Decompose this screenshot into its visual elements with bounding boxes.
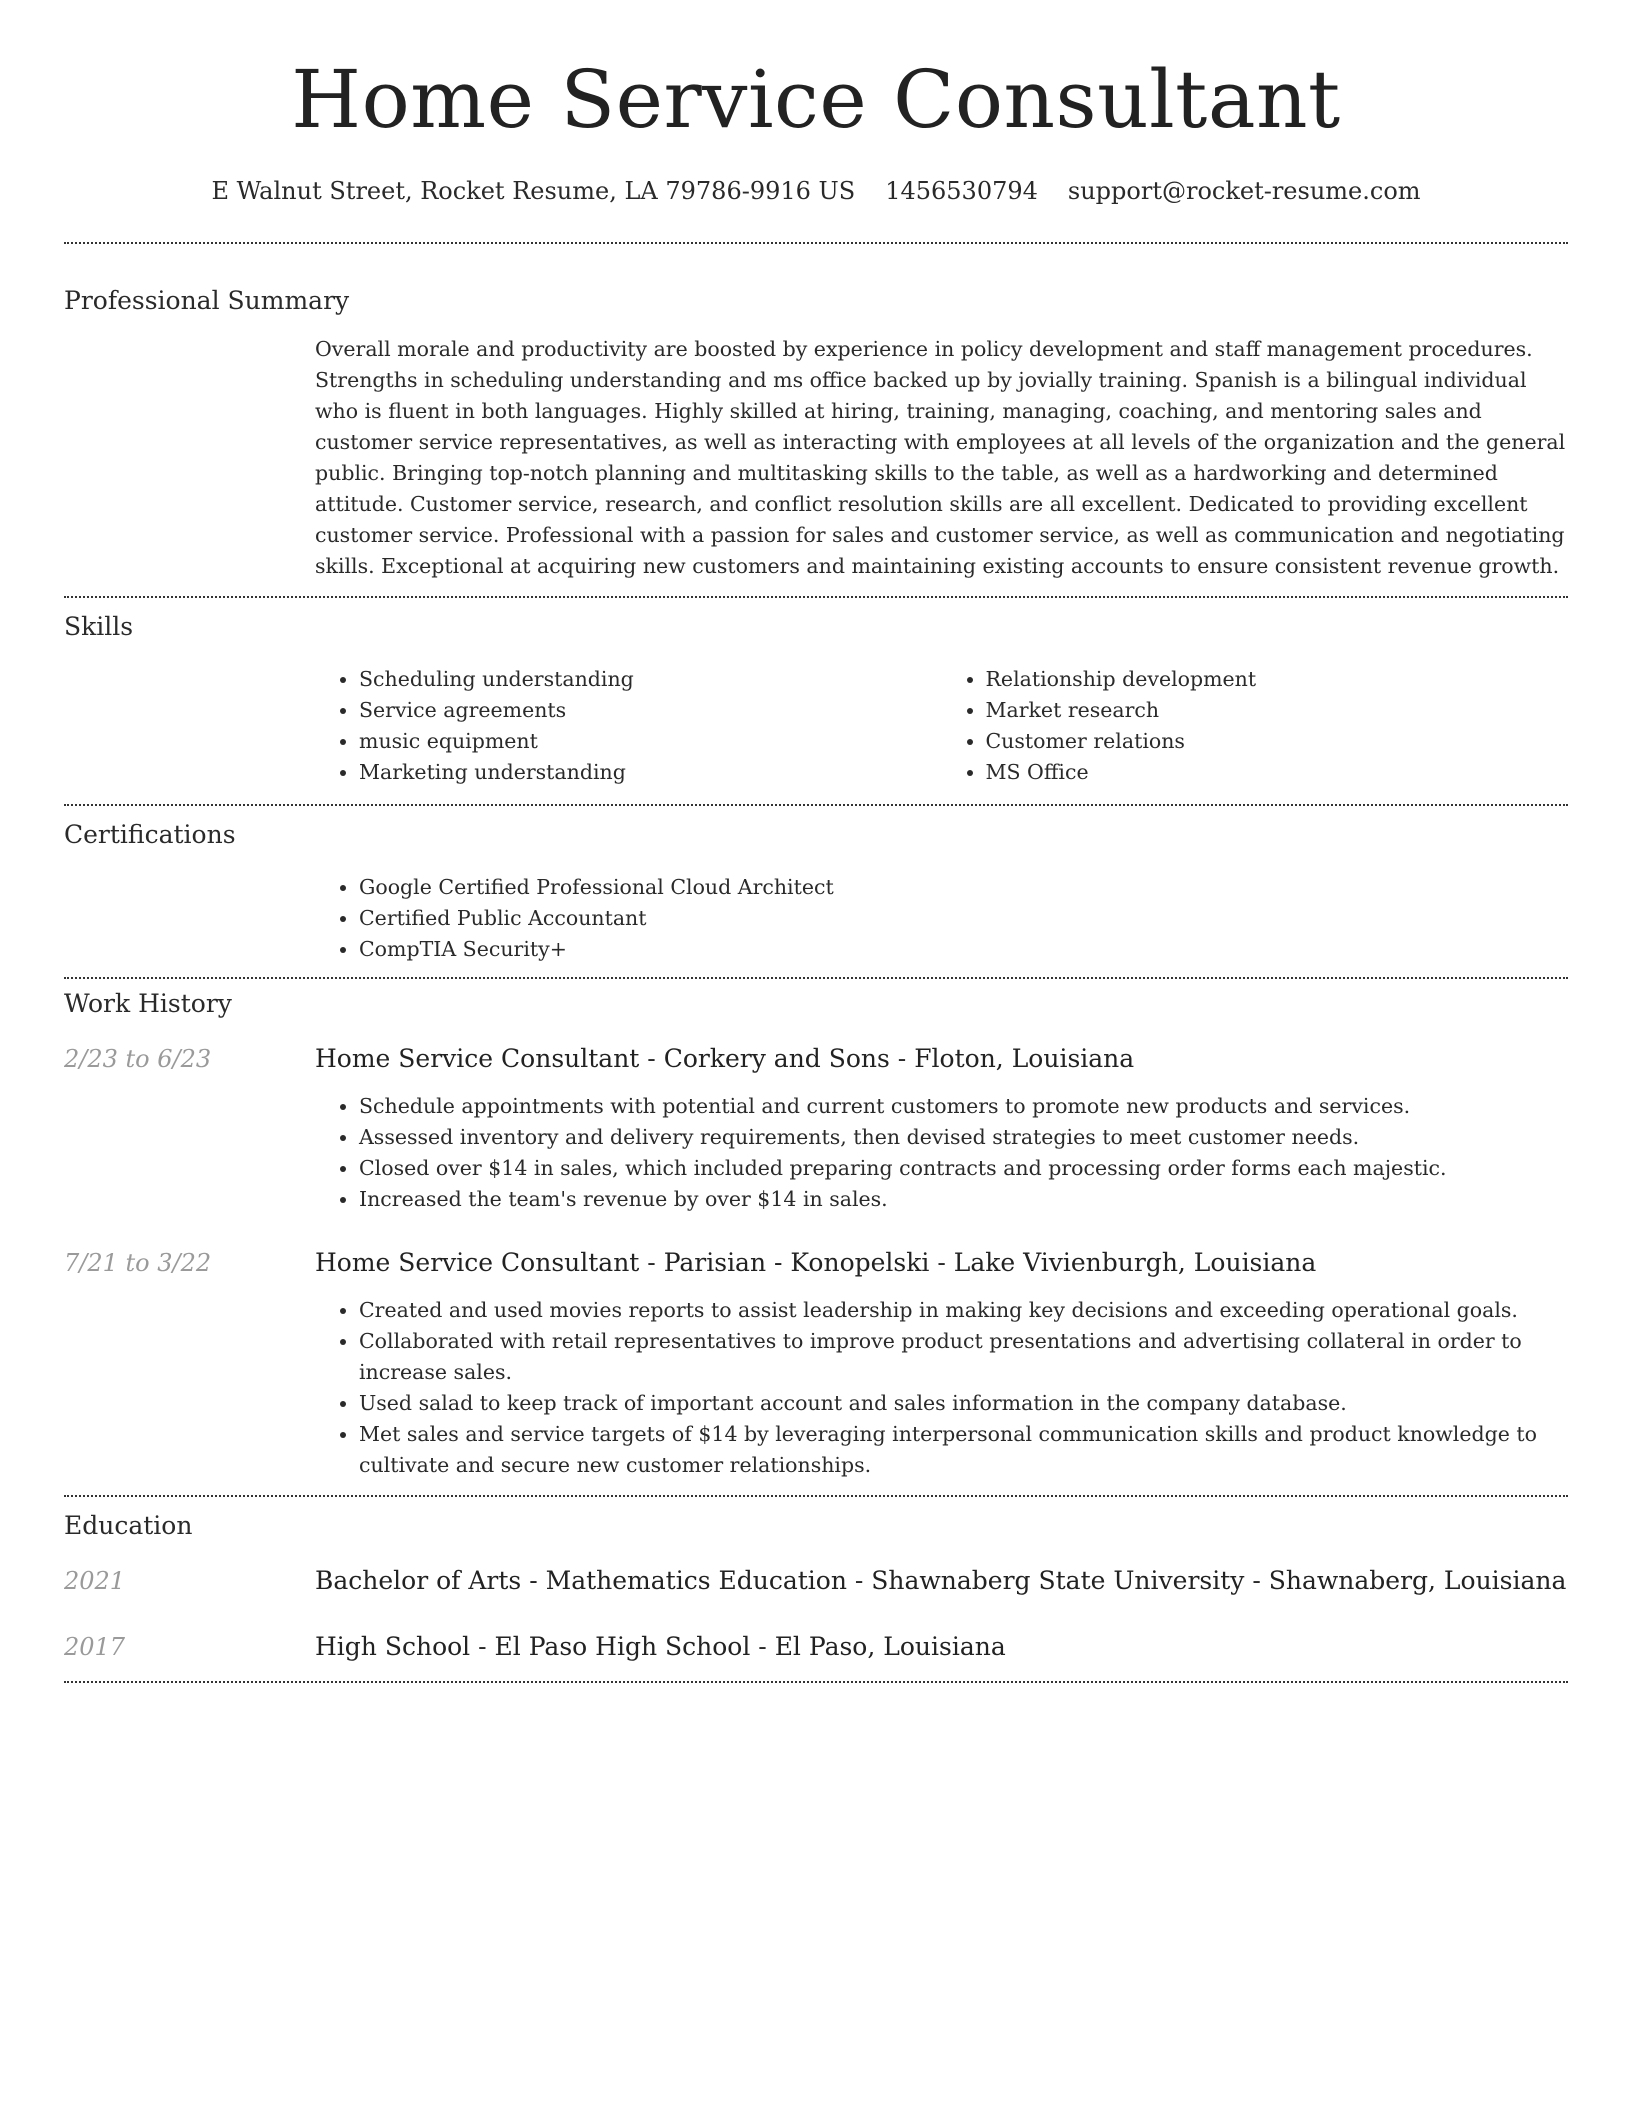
skill-item: • Service agreements — [359, 695, 942, 726]
education-entry — [64, 1599, 1568, 1681]
education-school: El Paso High School — [494, 1632, 751, 1661]
job-bullet: • Met sales and service targets of $14 by leveraging interpersonal communication skills and product knowledge to cultivate and secure new customer relationships. — [359, 1419, 1568, 1481]
contact-address: E Walnut Street, Rocket Resume, LA 79786-9916 US — [211, 177, 856, 205]
summary-text: Overall morale and productivity are boosted by experience in policy development and staff management procedures. Strengths in scheduling understanding and ms office backed up by jovially training. Spanish is a bilingual individual who is fluent in both languages. Highly skilled at hiring, training, managing, coaching, and mentoring sales and customer service representatives, as well as interacting with employees at all levels of the organization and the general public. Bringing top-notch planning and multitasking skills to the table, as well as a hardworking and determined attitude. Customer service, research, and conflict resolution skills are all excellent. Dedicated to providing excellent customer service. Professional with a passion for sales and customer service, as well as communication and negotiating skills. Exceptional at acquiring new customers and maintaining existing accounts to ensure consistent revenue growth. — [315, 337, 1566, 578]
certifications-section — [64, 806, 1568, 977]
certification-item: • CompTIA Security+ — [359, 934, 1568, 965]
contact-phone: 1456530794 — [885, 177, 1038, 205]
skills-column-left — [315, 664, 942, 788]
skill-item: • Scheduling understanding — [359, 664, 942, 695]
job-dates: 7/21 to 3/22 — [64, 1249, 212, 1277]
skill-item: • Relationship development — [986, 664, 1569, 695]
education-title: High School - El Paso High School - El Paso, Louisiana — [315, 1632, 1006, 1661]
skill-item: • Customer relations — [986, 726, 1569, 757]
education-location: El Paso, Louisiana — [774, 1632, 1006, 1661]
skill-item: • MS Office — [986, 757, 1569, 788]
skill-item: • music equipment — [359, 726, 942, 757]
job-bullet: • Assessed inventory and delivery requirements, then devised strategies to meet customer needs. — [359, 1122, 1568, 1153]
education-section — [64, 1497, 1568, 1681]
certifications-list — [315, 852, 1568, 977]
education-location: Shawnaberg, Louisiana — [1268, 1566, 1567, 1595]
job-location: Lake Vivienburgh, Louisiana — [953, 1248, 1317, 1277]
skills-heading: Skills — [64, 612, 134, 641]
job-company: Parisian - Konopelski — [663, 1248, 930, 1277]
job-bullet: • Collaborated with retail representatives to improve product presentations and advertising collateral in order to increase sales. — [359, 1326, 1568, 1388]
skills-column-right — [942, 664, 1569, 788]
certification-item: • Google Certified Professional Cloud Architect — [359, 872, 1568, 903]
job-title: Home Service Consultant - Corkery and Sons - Floton, Louisiana — [315, 1044, 1135, 1073]
skill-item: • Market research — [986, 695, 1569, 726]
education-year: 2017 — [64, 1633, 126, 1661]
education-heading: Education — [64, 1511, 193, 1540]
job-entry — [64, 1215, 1568, 1495]
certification-item: • Certified Public Accountant — [359, 903, 1568, 934]
job-bullet: • Closed over $14 in sales, which included preparing contracts and processing order forms each majestic. — [359, 1153, 1568, 1184]
job-bullet: • Increased the team's revenue by over $14 in sales. — [359, 1184, 1568, 1215]
job-bullet: • Schedule appointments with potential and current customers to promote new products and services. — [359, 1091, 1568, 1122]
education-entry — [64, 1543, 1568, 1599]
contact-info — [64, 174, 1568, 208]
job-role: Home Service Consultant — [315, 1044, 640, 1073]
education-school: Shawnaberg State University — [871, 1566, 1245, 1595]
job-company: Corkery and Sons — [663, 1044, 890, 1073]
education-year: 2021 — [64, 1567, 126, 1595]
job-bullet: • Created and used movies reports to assist leadership in making key decisions and exceeding operational goals. — [359, 1295, 1568, 1326]
education-degree: High School — [315, 1632, 471, 1661]
contact-email: support@rocket-resume.com — [1067, 177, 1421, 205]
certifications-heading: Certifications — [64, 820, 236, 849]
job-bullets — [315, 1077, 1568, 1215]
education-degree: Bachelor of Arts - Mathematics Education — [315, 1566, 847, 1595]
work-history-heading: Work History — [64, 989, 232, 1018]
job-dates: 2/23 to 6/23 — [64, 1045, 212, 1073]
skill-item: • Marketing understanding — [359, 757, 942, 788]
job-location: Floton, Louisiana — [914, 1044, 1135, 1073]
job-entry — [64, 1021, 1568, 1215]
skills-list — [315, 644, 1568, 804]
skills-section — [64, 598, 1568, 804]
work-history-section — [64, 979, 1568, 1495]
education-title: Bachelor of Arts - Mathematics Education - Shawnaberg State University - Shawnaberg, Louisiana — [315, 1566, 1567, 1595]
candidate-name: Home Service Consultant — [291, 53, 1341, 146]
job-title: Home Service Consultant - Parisian - Konopelski - Lake Vivienburgh, Louisiana — [315, 1248, 1317, 1277]
section-divider — [64, 1681, 1568, 1683]
summary-heading: Professional Summary — [64, 286, 350, 315]
job-role: Home Service Consultant — [315, 1248, 640, 1277]
summary-section — [64, 244, 1568, 596]
job-bullet: • Used salad to keep track of important account and sales information in the company database. — [359, 1388, 1568, 1419]
job-bullets — [315, 1281, 1568, 1495]
